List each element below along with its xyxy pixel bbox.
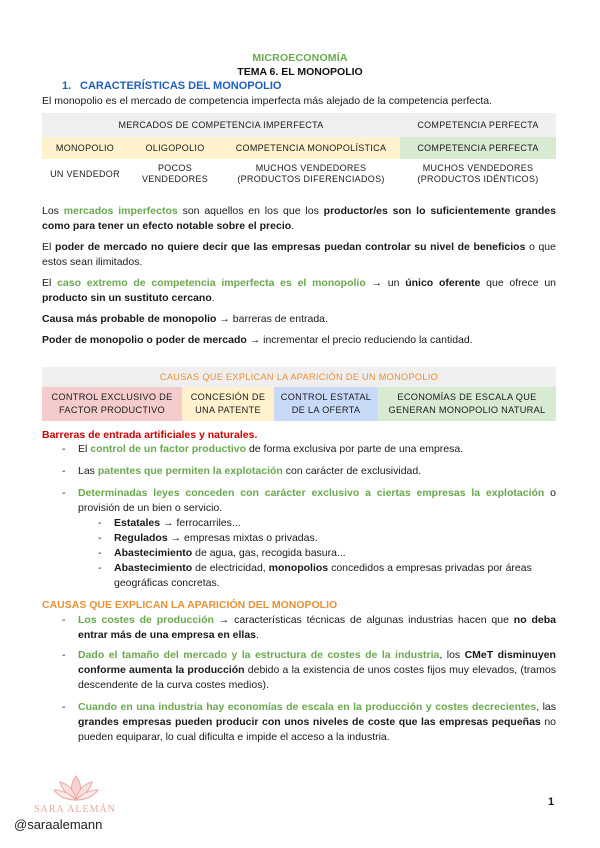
- sub-item-regulados: - Regulados → empresas mixtas o privadas.: [98, 532, 318, 544]
- barrera-item-patentes: - Las patentes que permiten la explotación con carácter de exclusividad.: [62, 465, 422, 477]
- section-1-title: CARACTERÍSTICAS DEL MONOPOLIO: [80, 80, 282, 92]
- table2-economias-escala: ECONOMÍAS DE ESCALA QUE GENERAN MONOPOLIO NATURAL: [378, 387, 556, 421]
- causes-table: [42, 367, 556, 421]
- intro-paragraph: El monopolio es el mercado de competencia imperfecta más alejado de la competencia perfecta.: [42, 95, 492, 107]
- table1-head-perfecta: COMPETENCIA PERFECTA: [400, 113, 556, 137]
- table1-type-oligopolio: OLIGOPOLIO: [128, 137, 222, 159]
- paragraph-mercados-imperfectos: Los mercados imperfectos son aquellos en los que los productor/es son lo suficientemente grandes como para tener un efecto notable sobre el precio.: [42, 205, 556, 232]
- table1-desc-comp-monopolistica: MUCHOS VENDEDORES (PRODUCTOS DIFERENCIADOS): [237, 163, 385, 184]
- market-types-table: [42, 113, 556, 189]
- table1-head-imperfecta: MERCADOS DE COMPETENCIA IMPERFECTA: [42, 113, 400, 137]
- paragraph-caso-extremo: El caso extremo de competencia imperfecta es el monopolio → un único oferente que ofrece un producto sin un sustituto cercano.: [42, 277, 557, 304]
- table1-type-comp-monopolistica: COMPETENCIA MONOPOLÍSTICA: [222, 137, 400, 159]
- table2-head: CAUSAS QUE EXPLICAN LA APARICIÓN DE UN MONOPOLIO: [42, 367, 556, 387]
- author-handle: @saraalemann: [14, 817, 103, 832]
- tema-title: TEMA 6. EL MONOPOLIO: [237, 66, 363, 78]
- table1-desc-comp-perfecta: MUCHOS VENDEDORES (PRODUCTOS IDÉNTICOS): [417, 163, 539, 184]
- section-1-number: 1.: [62, 80, 72, 92]
- barreras-title: Barreras de entrada artificiales y naturales.: [42, 429, 258, 441]
- subject-title: MICROECONOMÍA: [252, 52, 348, 64]
- sub-item-electricidad: - Abastecimiento de electricidad, monopolios concedidos a empresas privadas por áreas geográficas concretas.: [98, 562, 532, 589]
- barrera-item-factor: - El control de un factor productivo de forma exclusiva por parte de una empresa.: [62, 443, 464, 455]
- paragraph-poder-monopolio: Poder de monopolio o poder de mercado → incrementar el precio reduciendo la cantidad.: [42, 334, 473, 346]
- table1-type-comp-perfecta: COMPETENCIA PERFECTA: [400, 137, 556, 159]
- paragraph-poder-mercado: El poder de mercado no quiere decir que las empresas puedan controlar su nivel de beneficios o que estos sean ilimitados.: [42, 241, 556, 268]
- sub-item-agua-gas: - Abastecimiento de agua, gas, recogida basura...: [98, 547, 346, 559]
- table2-control-estatal: CONTROL ESTATAL DE LA OFERTA: [274, 387, 378, 421]
- table1-desc-oligopolio: POCOS VENDEDORES: [141, 163, 208, 184]
- table1-desc-monopolio: UN VENDEDOR: [50, 168, 120, 179]
- causa-item-economias-escala: - Cuando en una industria hay economías de escala en la producción y costes decrecientes, las grandes empresas pueden producir con unos niveles de coste que las empresas pequeñas no pueden equiparar, lo cual dificulta e impide el acceso a la industria.: [62, 701, 556, 743]
- barrera-item-leyes: - Determinadas leyes conceden con carácter exclusivo a ciertas empresas la explotación o provisión de un bien o servicio.: [62, 487, 556, 514]
- section-1-heading: [62, 80, 281, 92]
- causa-item-costes: - Los costes de producción → características técnicas de algunas industrias hacen que no deba entrar más de una empresa en ellas.: [62, 614, 556, 641]
- table2-concesion-patente: CONCESIÓN DE UNA PATENTE: [182, 387, 274, 421]
- paragraph-causa-probable: Causa más probable de monopolio → barreras de entrada.: [42, 313, 328, 325]
- causa-item-tamano-mercado: - Dado el tamaño del mercado y la estructura de costes de la industria, los CMeT disminuyen conforme aumenta la producción debido a la existencia de unos costes fijos muy elevados, (tramos descendente de la curva costes medios).: [62, 649, 556, 691]
- table1-type-monopolio: MONOPOLIO: [42, 137, 128, 159]
- table2-control-exclusivo: CONTROL EXCLUSIVO DE FACTOR PRODUCTIVO: [42, 387, 182, 421]
- sub-item-estatales: - Estatales → ferrocarriles...: [98, 517, 241, 529]
- page-number: 1: [548, 796, 555, 808]
- section-2-heading: CAUSAS QUE EXPLICAN LA APARICIÓN DEL MONOPOLIO: [42, 599, 338, 611]
- brand-name: SARA ALEMÁN: [34, 804, 116, 815]
